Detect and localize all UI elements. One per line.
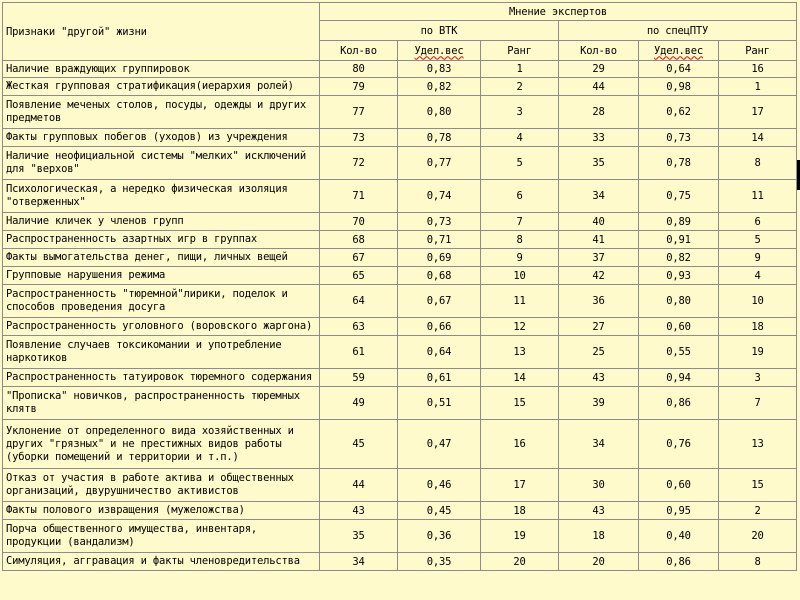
cell-weight-vtk: 0,51 bbox=[398, 387, 481, 420]
table-row bbox=[3, 285, 797, 318]
cell-rank-specptu: 13 bbox=[719, 420, 797, 469]
cell-weight-vtk: 0,69 bbox=[398, 249, 481, 267]
cell-weight-vtk: 0,82 bbox=[398, 78, 481, 96]
cell-rank-vtk: 3 bbox=[481, 96, 559, 129]
cell-weight-vtk: 0,36 bbox=[398, 520, 481, 553]
cell-weight-vtk: 0,68 bbox=[398, 267, 481, 285]
table-row bbox=[3, 336, 797, 369]
cell-count-vtk: 70 bbox=[320, 213, 398, 231]
cell-count-specptu: 39 bbox=[559, 387, 639, 420]
cell-rank-specptu: 6 bbox=[719, 213, 797, 231]
cell-weight-specptu: 0,91 bbox=[639, 231, 719, 249]
cell-count-specptu: 27 bbox=[559, 318, 639, 336]
table-row bbox=[3, 553, 797, 571]
cell-count-specptu: 30 bbox=[559, 469, 639, 502]
cell-count-specptu: 40 bbox=[559, 213, 639, 231]
row-label: Распространенность азартных игр в группах bbox=[3, 231, 320, 249]
cell-weight-vtk: 0,77 bbox=[398, 147, 481, 180]
cell-count-vtk: 71 bbox=[320, 180, 398, 213]
row-label: Групповые нарушения режима bbox=[3, 267, 320, 285]
cell-rank-specptu: 3 bbox=[719, 369, 797, 387]
cell-count-specptu: 25 bbox=[559, 336, 639, 369]
table-row bbox=[3, 147, 797, 180]
cell-rank-specptu: 16 bbox=[719, 61, 797, 78]
cell-count-specptu: 37 bbox=[559, 249, 639, 267]
cell-rank-specptu: 20 bbox=[719, 520, 797, 553]
cell-count-vtk: 68 bbox=[320, 231, 398, 249]
cell-count-vtk: 72 bbox=[320, 147, 398, 180]
cell-weight-specptu: 0,62 bbox=[639, 96, 719, 129]
cell-rank-vtk: 8 bbox=[481, 231, 559, 249]
cell-weight-vtk: 0,74 bbox=[398, 180, 481, 213]
cell-weight-vtk: 0,61 bbox=[398, 369, 481, 387]
cell-weight-specptu: 0,73 bbox=[639, 129, 719, 147]
cell-weight-specptu: 0,78 bbox=[639, 147, 719, 180]
cell-rank-vtk: 4 bbox=[481, 129, 559, 147]
row-label: Психологическая, а нередко физическая изоляция "отверженных" bbox=[3, 180, 320, 213]
table-body bbox=[3, 61, 797, 571]
row-label: Распространенность "тюремной"лирики, поделок и способов проведения досуга bbox=[3, 285, 320, 318]
cell-rank-specptu: 1 bbox=[719, 78, 797, 96]
cell-rank-specptu: 7 bbox=[719, 387, 797, 420]
header-weight-1 bbox=[398, 41, 481, 61]
cell-rank-specptu: 4 bbox=[719, 267, 797, 285]
cell-rank-vtk: 13 bbox=[481, 336, 559, 369]
cell-weight-specptu: 0,40 bbox=[639, 520, 719, 553]
cell-count-vtk: 65 bbox=[320, 267, 398, 285]
row-label: Жесткая групповая стратификация(иерархия ролей) bbox=[3, 78, 320, 96]
cell-count-vtk: 44 bbox=[320, 469, 398, 502]
row-label: Отказ от участия в работе актива и общественных организаций, двурушничество активистов bbox=[3, 469, 320, 502]
cell-count-specptu: 43 bbox=[559, 502, 639, 520]
header-group-specptu: по спецПТУ bbox=[559, 21, 797, 41]
cell-weight-vtk: 0,35 bbox=[398, 553, 481, 571]
cell-count-vtk: 73 bbox=[320, 129, 398, 147]
cell-count-specptu: 43 bbox=[559, 369, 639, 387]
cell-weight-vtk: 0,73 bbox=[398, 213, 481, 231]
row-label: Появление случаев токсикомании и употребление наркотиков bbox=[3, 336, 320, 369]
cell-rank-vtk: 7 bbox=[481, 213, 559, 231]
row-label: Факты полового извращения (мужеложства) bbox=[3, 502, 320, 520]
cell-count-specptu: 44 bbox=[559, 78, 639, 96]
cell-count-specptu: 29 bbox=[559, 61, 639, 78]
cell-weight-specptu: 0,93 bbox=[639, 267, 719, 285]
cell-count-vtk: 34 bbox=[320, 553, 398, 571]
cell-weight-vtk: 0,83 bbox=[398, 61, 481, 78]
row-label: Распространенность татуировок тюремного содержания bbox=[3, 369, 320, 387]
cell-rank-vtk: 5 bbox=[481, 147, 559, 180]
cell-count-specptu: 41 bbox=[559, 231, 639, 249]
cell-rank-specptu: 9 bbox=[719, 249, 797, 267]
cell-weight-vtk: 0,64 bbox=[398, 336, 481, 369]
cell-count-vtk: 49 bbox=[320, 387, 398, 420]
cell-weight-specptu: 0,75 bbox=[639, 180, 719, 213]
cell-count-vtk: 35 bbox=[320, 520, 398, 553]
row-label: Появление меченых столов, посуды, одежды и других предметов bbox=[3, 96, 320, 129]
header-weight-1-text: Удел.вес bbox=[414, 44, 464, 57]
row-label: Наличие неофициальной системы "мелких" исключений для "верхов" bbox=[3, 147, 320, 180]
header-criteria: Признаки "другой" жизни bbox=[3, 3, 320, 61]
cell-rank-vtk: 16 bbox=[481, 420, 559, 469]
cell-weight-vtk: 0,66 bbox=[398, 318, 481, 336]
table-row bbox=[3, 180, 797, 213]
cell-count-specptu: 34 bbox=[559, 420, 639, 469]
cell-rank-vtk: 1 bbox=[481, 61, 559, 78]
cell-weight-specptu: 0,86 bbox=[639, 553, 719, 571]
header-weight-2-text: Удел.вес bbox=[654, 44, 703, 57]
table-row bbox=[3, 420, 797, 469]
cell-rank-vtk: 11 bbox=[481, 285, 559, 318]
cell-rank-specptu: 2 bbox=[719, 502, 797, 520]
table-row bbox=[3, 520, 797, 553]
cell-weight-vtk: 0,47 bbox=[398, 420, 481, 469]
table-row bbox=[3, 387, 797, 420]
cell-rank-vtk: 17 bbox=[481, 469, 559, 502]
row-label: Симуляция, аггравация и факты членовредительства bbox=[3, 553, 320, 571]
cell-weight-vtk: 0,80 bbox=[398, 96, 481, 129]
cell-rank-specptu: 5 bbox=[719, 231, 797, 249]
cell-count-vtk: 63 bbox=[320, 318, 398, 336]
header-weight-2 bbox=[639, 41, 719, 61]
row-label: "Прописка" новичков, распространенность тюремных клятв bbox=[3, 387, 320, 420]
cell-weight-specptu: 0,60 bbox=[639, 318, 719, 336]
row-label: Факты вымогательства денег, пищи, личных вещей bbox=[3, 249, 320, 267]
cell-weight-specptu: 0,55 bbox=[639, 336, 719, 369]
table-row bbox=[3, 469, 797, 502]
cell-count-vtk: 79 bbox=[320, 78, 398, 96]
cell-rank-specptu: 15 bbox=[719, 469, 797, 502]
cell-count-specptu: 33 bbox=[559, 129, 639, 147]
row-label: Наличие враждующих группировок bbox=[3, 61, 320, 78]
header-count-1: Кол-во bbox=[320, 41, 398, 61]
cell-count-vtk: 77 bbox=[320, 96, 398, 129]
cell-weight-specptu: 0,76 bbox=[639, 420, 719, 469]
cell-rank-vtk: 2 bbox=[481, 78, 559, 96]
table-row bbox=[3, 78, 797, 96]
row-label: Порча общественного имущества, инвентаря, продукции (вандализм) bbox=[3, 520, 320, 553]
cell-count-specptu: 36 bbox=[559, 285, 639, 318]
cell-count-vtk: 61 bbox=[320, 336, 398, 369]
cell-rank-vtk: 18 bbox=[481, 502, 559, 520]
cell-weight-vtk: 0,71 bbox=[398, 231, 481, 249]
cell-count-specptu: 18 bbox=[559, 520, 639, 553]
header-rank-2: Ранг bbox=[719, 41, 797, 61]
row-label: Уклонение от определенного вида хозяйственных и других "грязных" и не престижных видов работы (уборки помещений и территории и т.п.) bbox=[3, 420, 320, 469]
table-row bbox=[3, 502, 797, 520]
cell-count-specptu: 20 bbox=[559, 553, 639, 571]
cell-rank-vtk: 12 bbox=[481, 318, 559, 336]
table-row bbox=[3, 96, 797, 129]
cell-count-vtk: 45 bbox=[320, 420, 398, 469]
table-row bbox=[3, 318, 797, 336]
cell-rank-specptu: 19 bbox=[719, 336, 797, 369]
cell-count-vtk: 59 bbox=[320, 369, 398, 387]
cell-rank-vtk: 6 bbox=[481, 180, 559, 213]
row-label: Факты групповых побегов (уходов) из учреждения bbox=[3, 129, 320, 147]
cell-weight-specptu: 0,64 bbox=[639, 61, 719, 78]
table-row bbox=[3, 267, 797, 285]
cell-count-vtk: 67 bbox=[320, 249, 398, 267]
table-row bbox=[3, 129, 797, 147]
cell-rank-specptu: 8 bbox=[719, 553, 797, 571]
header-expert-opinion: Мнение экспертов bbox=[320, 3, 797, 21]
cell-weight-specptu: 0,80 bbox=[639, 285, 719, 318]
cell-rank-specptu: 18 bbox=[719, 318, 797, 336]
cell-rank-vtk: 14 bbox=[481, 369, 559, 387]
table-row bbox=[3, 369, 797, 387]
cell-weight-vtk: 0,78 bbox=[398, 129, 481, 147]
cell-rank-vtk: 15 bbox=[481, 387, 559, 420]
cell-count-vtk: 64 bbox=[320, 285, 398, 318]
cell-weight-specptu: 0,95 bbox=[639, 502, 719, 520]
cell-count-vtk: 43 bbox=[320, 502, 398, 520]
cell-weight-specptu: 0,89 bbox=[639, 213, 719, 231]
cell-weight-specptu: 0,98 bbox=[639, 78, 719, 96]
cell-count-specptu: 34 bbox=[559, 180, 639, 213]
cell-weight-vtk: 0,46 bbox=[398, 469, 481, 502]
row-label: Распространенность уголовного (воровского жаргона) bbox=[3, 318, 320, 336]
cell-rank-vtk: 20 bbox=[481, 553, 559, 571]
cell-count-specptu: 42 bbox=[559, 267, 639, 285]
cell-weight-vtk: 0,45 bbox=[398, 502, 481, 520]
table-row bbox=[3, 231, 797, 249]
cell-count-specptu: 35 bbox=[559, 147, 639, 180]
expert-opinion-table bbox=[2, 2, 797, 571]
header-group-vtk: по ВТК bbox=[320, 21, 559, 41]
table-row bbox=[3, 249, 797, 267]
header-rank-1: Ранг bbox=[481, 41, 559, 61]
cell-rank-specptu: 14 bbox=[719, 129, 797, 147]
cell-rank-specptu: 10 bbox=[719, 285, 797, 318]
row-label: Наличие кличек у членов групп bbox=[3, 213, 320, 231]
header-count-2: Кол-во bbox=[559, 41, 639, 61]
cell-weight-vtk: 0,67 bbox=[398, 285, 481, 318]
cell-weight-specptu: 0,86 bbox=[639, 387, 719, 420]
cell-rank-vtk: 10 bbox=[481, 267, 559, 285]
cell-weight-specptu: 0,94 bbox=[639, 369, 719, 387]
cell-count-specptu: 28 bbox=[559, 96, 639, 129]
cell-rank-vtk: 19 bbox=[481, 520, 559, 553]
table-row bbox=[3, 213, 797, 231]
cell-count-vtk: 80 bbox=[320, 61, 398, 78]
cell-rank-specptu: 11 bbox=[719, 180, 797, 213]
cell-rank-specptu: 17 bbox=[719, 96, 797, 129]
table-row bbox=[3, 61, 797, 78]
cell-weight-specptu: 0,60 bbox=[639, 469, 719, 502]
cell-rank-vtk: 9 bbox=[481, 249, 559, 267]
cell-rank-specptu: 8 bbox=[719, 147, 797, 180]
cell-weight-specptu: 0,82 bbox=[639, 249, 719, 267]
